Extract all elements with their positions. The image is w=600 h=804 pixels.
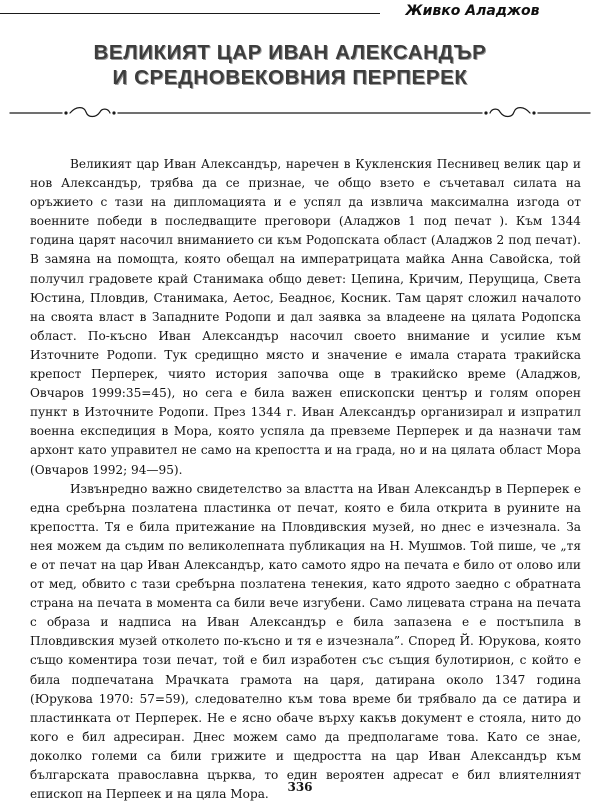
- title-ornament-divider: [0, 103, 600, 123]
- article-title-line-1: ВЕЛИКИЯТ ЦАР ИВАН АЛЕКСАНДЪР: [93, 41, 487, 64]
- article-title-line-2: И СРЕДНОВЕКОВНИЯ ПЕРПЕРЕК: [112, 66, 468, 89]
- article-title: [20, 40, 560, 90]
- page-number: 336: [287, 780, 313, 794]
- running-header-author: Живко Аладжов: [405, 3, 540, 19]
- article-body: [30, 155, 581, 804]
- body-paragraph: Великият цар Иван Александър, наречен в Кукленския Песнивец велик цар и нов Александър, трябва да се признае, че общо взето е съчетавал силата на оръжието с тази на дипломацията и е успял да извлича максимална изгода от военните победи в последващите преговори (Аладжов 1 под печат ). Към 1344 година царят насочил вниманието си към Родопската област (Аладжов 2 под печат). В замяна на помощта, която обещал на императрицата майка Анна Савойска, той получил градовете край Станимака общо девет: Цепина, Кричим, Перущица, Света Юстина, Пловдив, Станимака, Аетос, Беадноє, Косник. Там царят сложил началото на своята власт в Западните Родопи и дал заявка за владеене на цялата Родопска област. По-късно Иван Александър насочил своето внимание и усилие към Източните Родопи. Тук средищно място и значение е имала старата тракийска крепост Перперек, чиято история започва още в тракийско време (Аладжов, Овчаров 1999:35=45), но сега е била важен епископски център и голям опорен пункт в Източните Родопи. През 1344 г. Иван Александър организирал и изпратил военна експедиция в Мора, която успяла да превземе Перперек и да назначи там архонт като управител не само на крепостта и на града, но и на цялата област Мора (Овчаров 1992; 94—95).: [30, 157, 581, 477]
- header-rule: [0, 13, 380, 14]
- body-paragraph: Извънредно важно свидетелство за властта на Иван Александър в Перперек е една сребърна позлатена пластинка от печат, която е била открита в руините на крепостта. Тя е била притежание на Пловдивския музей, но днес е изчезнала. За нея можем да съдим по великолепната публикация на Н. Мушмов. Той пише, че „тя е от печат на цар Иван Александър, като самото ядро на печата е било от олово или от мед, обвито с тази сребърна позлатена тенекия, като ядрото заедно с обратната страна на печата в момента са били вече изгубени. Само лицевата страна на печата с образа и надписа на Иван Александър е била запазена е е постъпила в Пловдивския музей отколето по-късно и тя е изчезнала”. Според Й. Юрукова, която също коментира този печат, той е бил изработен със същия булотирион, с който е била подпечатана Мрачката грамота на царя, датирана около 1347 година (Юрукова 1970: 57=59), следователно към това време би трябвало да се датира и пластинката от Перперек. Не е ясно обаче върху какъв документ е стояла, нито до кого е бил адресиран. Днес можем само да предполагаме това. Като се знае, доколко големи са били грижите и щедростта на цар Иван Александър към българската православна църква, то един вероятен адресат е бил влиятелният епископ на Перпеек и на цяла Мора.: [30, 481, 581, 802]
